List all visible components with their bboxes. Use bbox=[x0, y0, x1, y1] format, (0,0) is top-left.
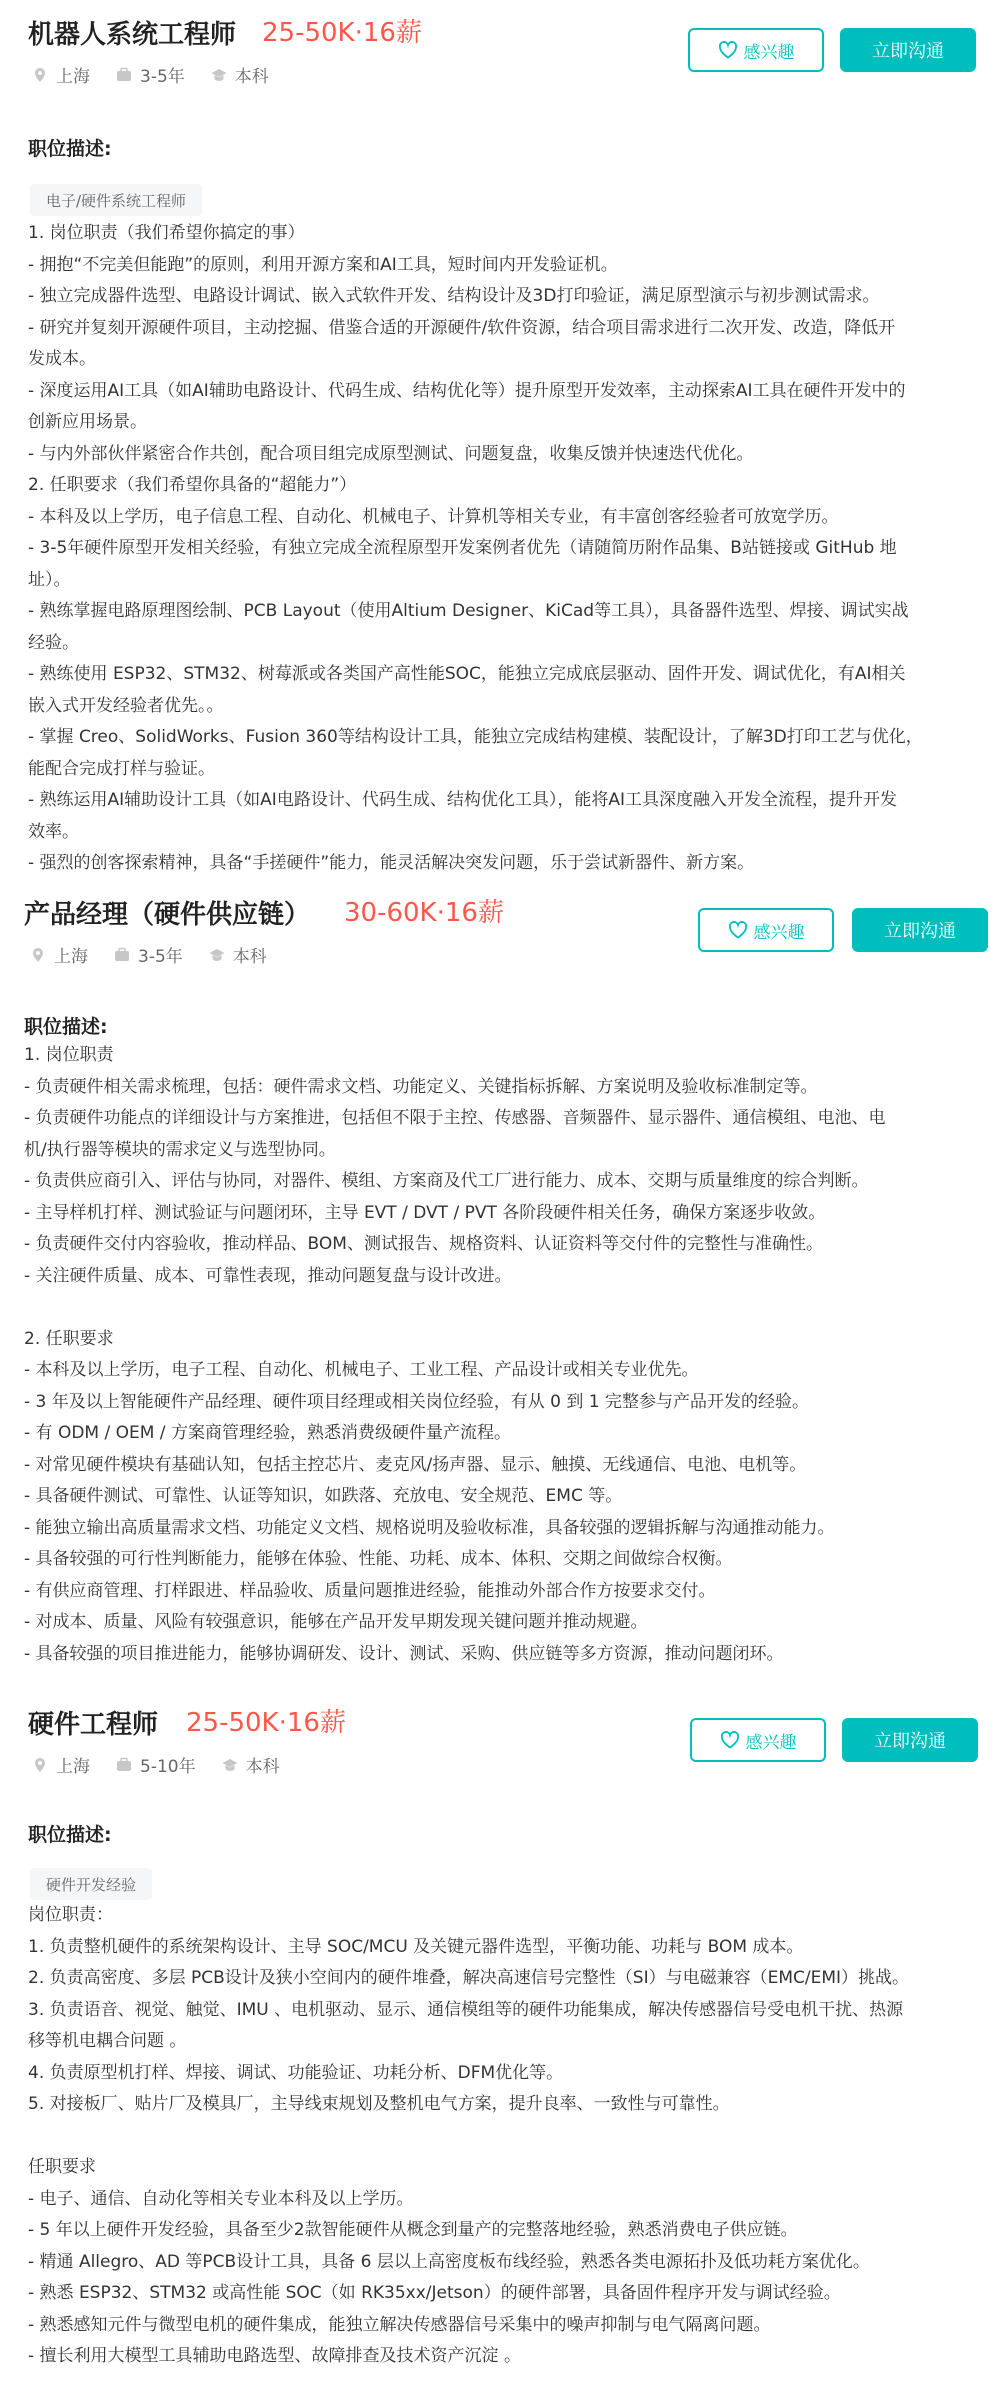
degree bbox=[211, 62, 269, 87]
skill-tag: 电子/硬件系统工程师 bbox=[30, 184, 202, 216]
description-line: 创新应用场景。 bbox=[28, 412, 147, 432]
degree bbox=[222, 1752, 280, 1777]
salary-badge: 30-60K·16薪 bbox=[344, 898, 504, 928]
heart-icon bbox=[728, 921, 748, 939]
description-line: - 擅长利用大模型工具辅助电路选型、故障排查及技术资产沉淀 。 bbox=[28, 2346, 521, 2366]
experience bbox=[116, 1752, 196, 1777]
description-line: - 拥抱“不完美但能跑”的原则，利用开源方案和AI工具，短时间内开发验证机。 bbox=[28, 254, 618, 275]
description-line: 能配合完成打样与验证。 bbox=[28, 758, 215, 779]
experience-label: 3-5年 bbox=[138, 947, 183, 967]
description-line: 2. 任职要求 bbox=[24, 1328, 114, 1349]
description-line: 岗位职责： bbox=[28, 1905, 113, 1925]
description-line: - 主导样机打样、测试验证与问题闭环，主导 EVT / DVT / PVT 各阶段硬件相关任务，确保方案逐步收敛。 bbox=[24, 1202, 826, 1223]
experience-label: 3-5年 bbox=[140, 67, 185, 87]
job-title[interactable]: 硬件工程师 bbox=[28, 1710, 159, 1740]
description-line: 1. 负责整机硬件的系统架构设计、主导 SOC/MCU 及关键元器件选型，平衡功能、功耗与 BOM 成本。 bbox=[28, 1936, 804, 1957]
job-card bbox=[0, 1690, 1000, 2390]
heart-icon bbox=[720, 1731, 740, 1749]
degree-label: 本科 bbox=[234, 67, 269, 87]
chat-now-button[interactable]: 立即沟通 bbox=[852, 908, 988, 952]
description-line: - 关注硬件质量、成本、可靠性表现，推动问题复盘与设计改进。 bbox=[24, 1265, 512, 1286]
description-line: - 熟悉感知元件与微型电机的硬件集成，能独立解决传感器信号采集中的噪声抑制与电气隔离问题。 bbox=[28, 2314, 771, 2335]
description-line: - 熟悉 ESP32、STM32 或高性能 SOC（如 RK35xx/Jetson）的硬件部署，具备固件程序开发与调试经验。 bbox=[28, 2283, 841, 2303]
description-line: - 负责硬件相关需求梳理，包括：硬件需求文档、功能定义、关键指标拆解、方案说明及验收标准制定等。 bbox=[24, 1076, 818, 1097]
description-line: - 具备硬件测试、可靠性、认证等知识，如跌落、充放电、安全规范、EMC 等。 bbox=[24, 1486, 623, 1506]
description-line: - 5 年以上硬件开发经验，具备至少2款智能硬件从概念到量产的完整落地经验，熟悉消费电子供应链。 bbox=[28, 2220, 798, 2240]
interest-label: 感兴趣 bbox=[753, 922, 805, 943]
description-line: - 精通 Allegro、AD 等PCB设计工具，具备 6 层以上高密度板布线经验，熟悉各类电源拓扑及低功耗方案优化。 bbox=[28, 2251, 870, 2272]
description-line: - 负责硬件交付内容验收，推动样品、BOM、测试报告、规格资料、认证资料等交付件的完整性与准确性。 bbox=[24, 1234, 823, 1254]
description-line: 1. 岗位职责（我们希望你搞定的事） bbox=[28, 223, 305, 243]
description-line: - 具备较强的项目推进能力，能够协调研发、设计、测试、采购、供应链等多方资源，推动问题闭环。 bbox=[24, 1643, 784, 1664]
degree-label: 本科 bbox=[232, 947, 267, 967]
interest-label: 感兴趣 bbox=[743, 42, 795, 63]
skill-tag: 硬件开发经验 bbox=[30, 1868, 152, 1900]
description-line: 2. 负责高密度、多层 PCB设计及狭小空间内的硬件堆叠，解决高速信号完整性（SI）与电磁兼容（EMC/EMI）挑战。 bbox=[28, 1968, 910, 1988]
city-label: 上海 bbox=[54, 947, 88, 967]
graduation-cap-icon bbox=[209, 947, 225, 963]
description-line: - 与内外部伙伴紧密合作共创，配合项目组完成原型测试、问题复盘，收集反馈并快速迭代优化。 bbox=[28, 443, 754, 464]
description-line: 1. 岗位职责 bbox=[24, 1045, 114, 1065]
description-line: - 熟练运用AI辅助设计工具（如AI电路设计、代码生成、结构优化工具），能将AI工具深度融入开发全流程，提升开发 bbox=[28, 790, 897, 810]
description-line: - 能独立输出高质量需求文档、功能定义文档、规格说明及验收标准，具备较强的逻辑拆解与沟通推动能力。 bbox=[24, 1517, 835, 1538]
location-pin-icon bbox=[30, 947, 46, 963]
experience-label: 5-10年 bbox=[140, 1757, 196, 1777]
description-line: 嵌入式开发经验者优先。。 bbox=[28, 695, 224, 716]
city-label: 上海 bbox=[56, 1757, 90, 1777]
description-line: - 熟练掌握电路原理图绘制、PCB Layout（使用Altium Designer、KiCad等工具），具备器件选型、焊接、调试实战 bbox=[28, 601, 909, 621]
job-card bbox=[0, 0, 1000, 873]
description-line: 5. 对接板厂、贴片厂及模具厂，主导线束规划及整机电气方案，提升良率、一致性与可靠性。 bbox=[28, 2094, 730, 2114]
description-line: - 有供应商管理、打样跟进、样品验收、质量问题推进经验，能推动外部合作方按要求交付。 bbox=[24, 1580, 716, 1601]
description-line: - 本科及以上学历，电子信息工程、自动化、机械电子、计算机等相关专业，有丰富创客经验者可放宽学历。 bbox=[28, 506, 839, 527]
description-line: - 3-5年硬件原型开发相关经验，有独立完成全流程原型开发案例者优先（请随简历附作品集、B站链接或 GitHub 地 bbox=[28, 538, 897, 558]
description-line: - 负责供应商引入、评估与协同，对器件、模组、方案商及代工厂进行能力、成本、交期与质量维度的综合判断。 bbox=[24, 1171, 869, 1191]
description-line: - 掌握 Creo、SolidWorks、Fusion 360等结构设计工具，能独立完成结构建模、装配设计，了解3D打印工艺与优化， bbox=[28, 727, 923, 747]
job-title[interactable]: 产品经理（硬件供应链） bbox=[24, 900, 311, 930]
job-description bbox=[28, 218, 978, 880]
job-title[interactable]: 机器人系统工程师 bbox=[28, 20, 237, 50]
description-line: 2. 任职要求（我们希望你具备的“超能力”） bbox=[28, 475, 357, 495]
description-line: 址）。 bbox=[28, 569, 71, 590]
description-line: 移等机电耦合问题 。 bbox=[28, 2031, 187, 2051]
interest-button[interactable] bbox=[688, 28, 824, 72]
description-line: 任职要求 bbox=[28, 2157, 96, 2177]
city-label: 上海 bbox=[56, 67, 90, 87]
chat-now-button[interactable]: 立即沟通 bbox=[842, 1718, 978, 1762]
briefcase-icon bbox=[116, 1757, 132, 1773]
description-line: 经验。 bbox=[28, 632, 79, 653]
description-heading: 职位描述: bbox=[28, 1824, 112, 1846]
description-line: - 具备较强的可行性判断能力，能够在体验、性能、功耗、成本、体积、交期之间做综合权衡。 bbox=[24, 1549, 733, 1569]
salary-badge: 25-50K·16薪 bbox=[186, 1708, 346, 1738]
description-line: - 本科及以上学历，电子工程、自动化、机械电子、工业工程、产品设计或相关专业优先。 bbox=[24, 1360, 699, 1380]
description-line: 发成本。 bbox=[28, 349, 96, 369]
interest-button[interactable] bbox=[698, 908, 834, 952]
job-card bbox=[0, 880, 1000, 1670]
description-line: - 深度运用AI工具（如AI辅助电路设计、代码生成、结构优化等）提升原型开发效率，主动探索AI工具在硬件开发中的 bbox=[28, 380, 906, 401]
description-line: 3. 负责语音、视觉、触觉、IMU 、电机驱动、显示、通信模组等的硬件功能集成，解决传感器信号受电机干扰、热源 bbox=[28, 1999, 904, 2020]
location-pin-icon bbox=[32, 67, 48, 83]
experience bbox=[116, 62, 185, 87]
description-line: - 对成本、质量、风险有较强意识，能够在产品开发早期发现关键问题并推动规避。 bbox=[24, 1612, 648, 1632]
graduation-cap-icon bbox=[211, 67, 227, 83]
description-heading: 职位描述: bbox=[28, 138, 112, 160]
location bbox=[32, 62, 90, 87]
heart-icon bbox=[718, 41, 738, 59]
description-line: - 研究并复刻开源硬件项目，主动挖掘、借鉴合适的开源硬件/软件资源，结合项目需求进行二次开发、改造，降低开 bbox=[28, 317, 896, 338]
degree bbox=[209, 942, 267, 967]
description-line: - 负责硬件功能点的详细设计与方案推进，包括但不限于主控、传感器、音频器件、显示器件、通信模组、电池、电 bbox=[24, 1108, 886, 1128]
graduation-cap-icon bbox=[222, 1757, 238, 1773]
location bbox=[30, 942, 88, 967]
description-line: 效率。 bbox=[28, 821, 79, 842]
location bbox=[32, 1752, 90, 1777]
interest-label: 感兴趣 bbox=[745, 1732, 797, 1753]
interest-button[interactable] bbox=[690, 1718, 826, 1762]
experience bbox=[114, 942, 183, 967]
description-line: - 有 ODM / OEM / 方案商管理经验，熟悉消费级硬件量产流程。 bbox=[24, 1423, 511, 1443]
description-heading: 职位描述: bbox=[24, 1016, 108, 1038]
job-meta bbox=[30, 942, 293, 967]
description-line bbox=[24, 1292, 974, 1324]
briefcase-icon bbox=[114, 947, 130, 963]
chat-now-button[interactable]: 立即沟通 bbox=[840, 28, 976, 72]
description-line: 机/执行器等模块的需求定义与选型协同。 bbox=[24, 1139, 336, 1160]
description-line bbox=[28, 2121, 978, 2153]
degree-label: 本科 bbox=[245, 1757, 280, 1777]
description-line: 4. 负责原型机打样、焊接、调试、功能验证、功耗分析、DFM优化等。 bbox=[28, 2062, 564, 2083]
description-line: - 强烈的创客探索精神，具备“手搓硬件”能力，能灵活解决突发问题，乐于尝试新器件、新方案。 bbox=[28, 853, 755, 873]
description-line: - 独立完成器件选型、电路设计调试、嵌入式软件开发、结构设计及3D打印验证，满足原型演示与初步测试需求。 bbox=[28, 286, 880, 306]
salary-badge: 25-50K·16薪 bbox=[262, 18, 422, 48]
job-meta bbox=[32, 62, 295, 87]
job-description bbox=[24, 1040, 974, 1670]
briefcase-icon bbox=[116, 67, 132, 83]
description-line: - 电子、通信、自动化等相关专业本科及以上学历。 bbox=[28, 2188, 414, 2209]
description-line: - 对常见硬件模块有基础认知，包括主控芯片、麦克风/扬声器、显示、触摸、无线通信、电池、电机等。 bbox=[24, 1454, 807, 1475]
job-description bbox=[28, 1900, 978, 2373]
description-line: - 熟练使用 ESP32、STM32、树莓派或各类国产高性能SOC，能独立完成底层驱动、固件开发、调试优化，有AI相关 bbox=[28, 664, 906, 684]
job-meta bbox=[32, 1752, 306, 1777]
description-line: - 3 年及以上智能硬件产品经理、硬件项目经理或相关岗位经验，有从 0 到 1 完整参与产品开发的经验。 bbox=[24, 1391, 810, 1412]
location-pin-icon bbox=[32, 1757, 48, 1773]
